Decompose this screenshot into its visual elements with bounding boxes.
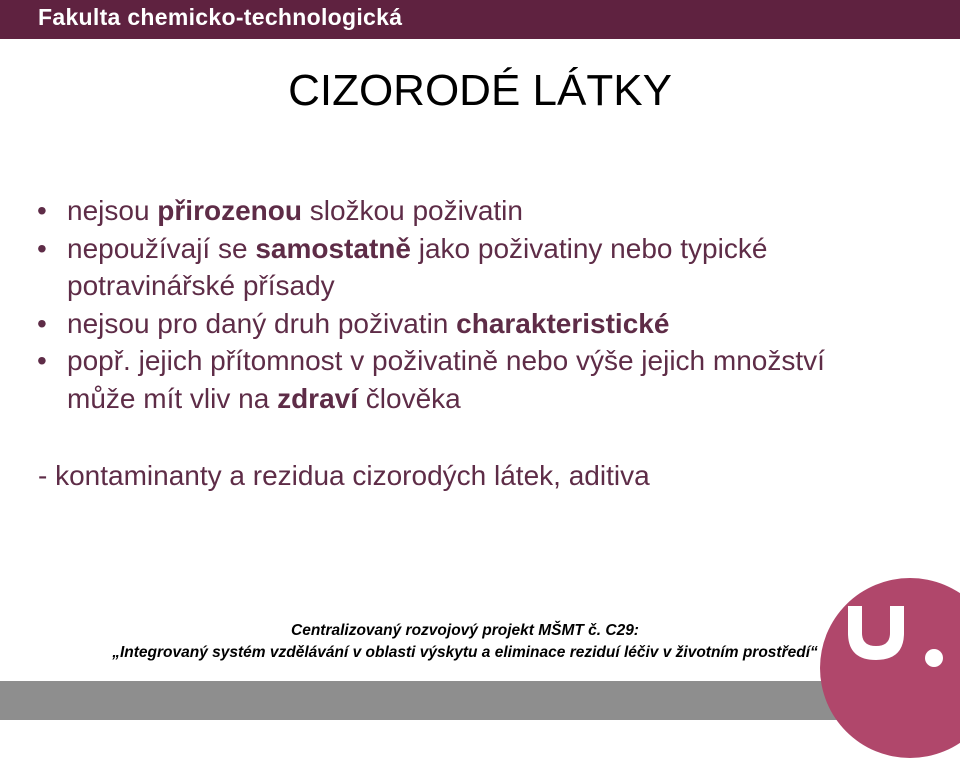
footer-project-title: „Integrovaný systém vzdělávání v oblasti výskytu a eliminace reziduí léčiv v životním prostředí“ <box>112 644 818 661</box>
footer-project-line: Centralizovaný rozvojový projekt MŠMT č. C29: <box>291 622 639 639</box>
bullet-3-emphasis: charakteristické <box>456 307 670 339</box>
bullet-3-text-a: nejsou pro daný druh poživatin <box>67 307 457 339</box>
bullet-4-emphasis: zdraví <box>277 382 358 414</box>
bullet-1-text-a: nejsou <box>67 195 158 226</box>
bullet-item-3 <box>0 305 880 343</box>
summary-line: - kontaminanty a rezidua cizorodých látek, aditiva <box>38 460 650 491</box>
bullet-icon: • <box>37 195 47 226</box>
bullet-list <box>0 192 880 417</box>
bullet-item-1 <box>0 192 880 230</box>
bullet-2-emphasis: samostatně <box>255 232 411 264</box>
bullet-item-4 <box>0 342 880 417</box>
bullet-item-2 <box>0 230 880 305</box>
bullet-icon: • <box>37 232 47 264</box>
header-bar <box>0 0 960 39</box>
bullet-2-text-a: nepoužívají se <box>67 232 256 264</box>
faculty-name: Fakulta chemicko-technologická <box>38 4 403 30</box>
slide-title: CIZORODÉ LÁTKY <box>288 66 672 115</box>
bullet-1-text-b: složkou poživatin <box>301 195 523 226</box>
bullet-4-text-a: popř. jejich přítomnost v poživatině nebo výše jejich množství může mít vliv na <box>67 345 825 414</box>
bullet-1-emphasis: přirozenou <box>157 195 302 226</box>
bullet-4-text-b: člověka <box>358 382 461 414</box>
bullet-icon: • <box>37 345 47 376</box>
bullet-icon: • <box>37 307 47 339</box>
university-logo-icon <box>820 578 960 758</box>
footer-bar <box>0 681 960 720</box>
bullet-2-text-b: jako poživatiny nebo typické potravinářské přísady <box>67 232 768 301</box>
